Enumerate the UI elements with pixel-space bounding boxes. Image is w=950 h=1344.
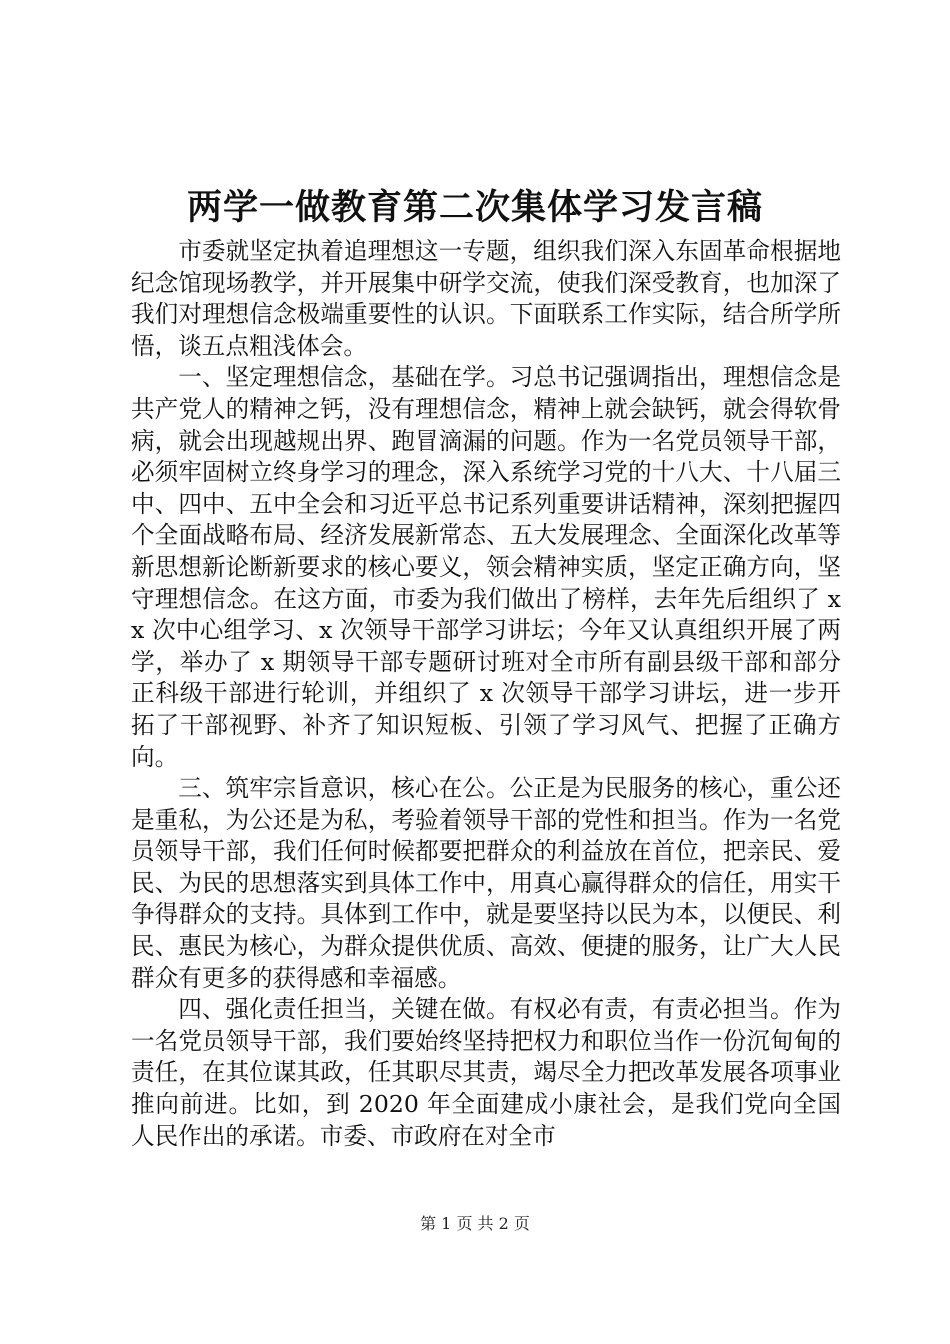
paragraph-intro: 市委就坚定执着追理想这一专题，组织我们深入东固革命根据地纪念馆现场教学，并开展集中研学交流，使我们深受教育，也加深了我们对理想信念极端重要性的认识。下面联系工作实际，结合所学所悟，谈五点粗浅体会。 — [131, 237, 841, 360]
paragraph-point-4: 四、强化责任担当，关键在做。有权必有责，有责必担当。作为一名党员领导干部，我们要始终坚持把权力和职位当作一份沉甸甸的责任，在其位谋其政，任其职尽其责，竭尽全力把改革发展各项事业推向前进。比如，到 2020 年全面建成小康社会，是我们党向全国人民作出的承诺。市委、市政府在对全市 — [131, 995, 841, 1150]
paragraph-point-3: 三、筑牢宗旨意识，核心在公。公正是为民服务的核心，重公还是重私，为公还是为私，考验着领导干部的党性和担当。作为一名党员领导干部，我们任何时候都要把群众的利益放在首位，把亲民、爱民、为民的思想落实到具体工作中，用真心赢得群众的信任，用实干争得群众的支持。具体到工作中，就是要坚持以民为本，以便民、利民、惠民为核心，为群众提供优质、高效、便捷的服务，让广大人民群众有更多的获得感和幸福感。 — [131, 774, 841, 992]
page-number-label: 第 1 页 共 2 页 — [420, 1214, 530, 1233]
page-footer — [0, 1212, 950, 1236]
paragraph-point-1: 一、坚定理想信念，基础在学。习总书记强调指出，理想信念是共产党人的精神之钙，没有理想信念，精神上就会缺钙，就会得软骨病，就会出现越规出界、跑冒滴漏的问题。作为一名党员领导干部，必须牢固树立终身学习的理念，深入系统学习党的十八大、十八届三中、四中、五中全会和习近平总书记系列重要讲话精神，深刻把握四个全面战略布局、经济发展新常态、五大发展理念、全面深化改革等新思想新论断新要求的核心要义，领会精神实质，坚定正确方向，坚守理想信念。在这方面，市委为我们做出了榜样，去年先后组织了 xx 次中心组学习、x 次领导干部学习讲坛；今年又认真组织开展了两学，举办了 x 期领导干部专题研讨班对全市所有副县级干部和部分正科级干部进行轮训，并组织了 x 次领导干部学习讲坛，进一步开拓了干部视野、补齐了知识短板、引领了学习风气、把握了正确方向。 — [131, 363, 841, 771]
document-body — [131, 236, 841, 1152]
document-title: 两学一做教育第二次集体学习发言稿 — [186, 187, 763, 228]
